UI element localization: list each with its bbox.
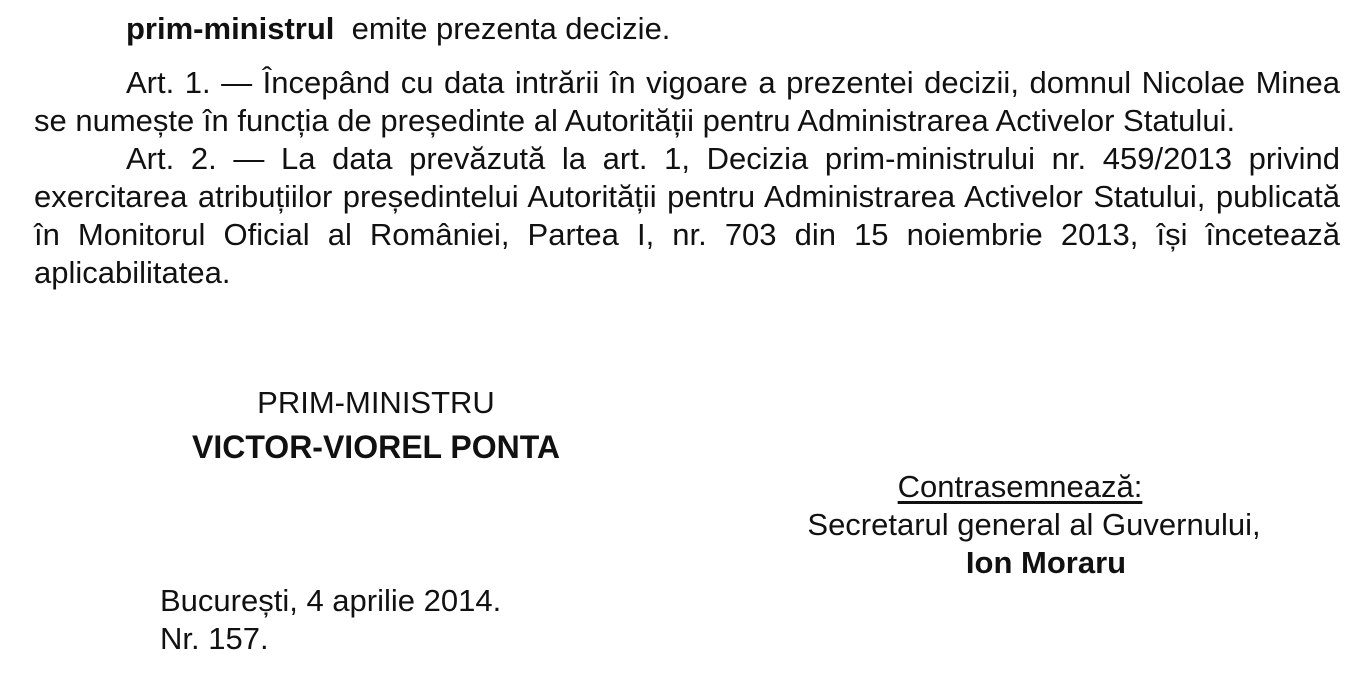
place-date: București, 4 aprilie 2014. [160,583,502,618]
signature-name: VICTOR-VIOREL PONTA [191,429,561,465]
countersign-name: Ion Moraru [965,545,1127,580]
decision-document [34,10,1340,656]
signature-role: PRIM-MINISTRU [257,385,495,420]
document-number: Nr. 157. [160,621,269,656]
countersign-role: Secretarul general al Guvernului, [807,507,1261,542]
intro-line [126,10,1340,48]
intro-text: emite prezenta decizie. [351,11,671,46]
intro-issuer: prim-ministrul [126,11,335,46]
article-1: Art. 1. — Începând cu data intrării în vigoare a prezentei decizii, domnul Nicolae Minea se numește în funcția de președinte al Autorității pentru Administrarea Activelor Statului. [34,65,1340,138]
article-2: Art. 2. — La data prevăzută la art. 1, Decizia prim-ministrului nr. 459/2013 privind exercitarea atribuțiilor președintelui Autorității pentru Administrarea Activelor Statului, publicată în Monitorul Oficial al României, Partea I, nr. 703 din 15 noiembrie 2013, își încetează aplicabilitatea. [34,141,1340,290]
countersign-title: Contrasemnează: [897,469,1143,504]
